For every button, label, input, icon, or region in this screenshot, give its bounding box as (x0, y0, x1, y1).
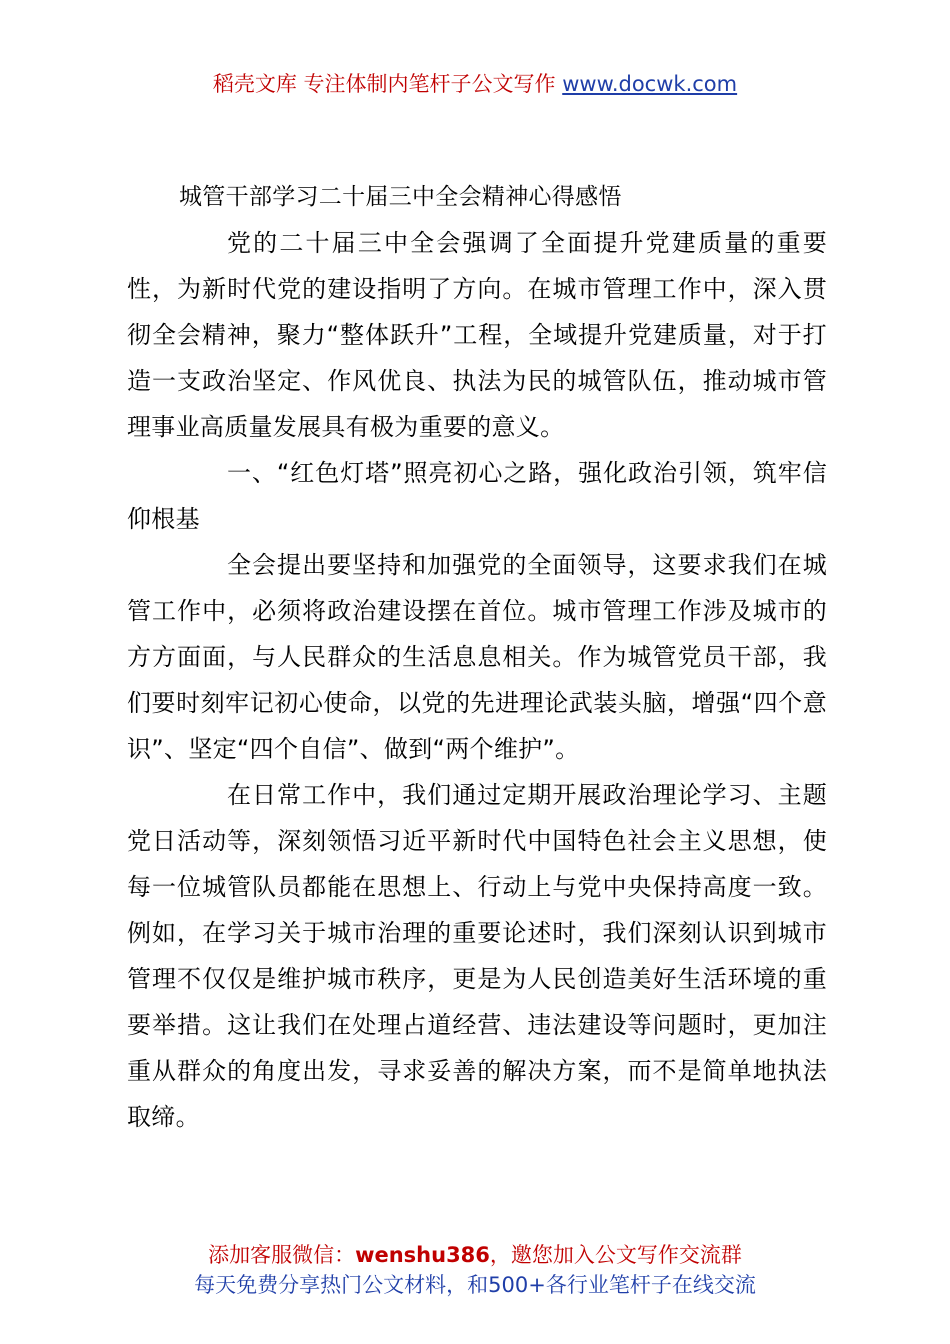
footer-promo-line: 每天免费分享热门公文材料，和500+各行业笔杆子在线交流 (194, 1273, 756, 1297)
footer-contact-suffix: ，邀您加入公文写作交流群 (489, 1243, 742, 1267)
document-title: 城管干部学习二十届三中全会精神心得感悟 (179, 184, 622, 210)
page-header (0, 68, 950, 100)
page-footer (0, 1240, 950, 1300)
header-slogan: 稻壳文库 专注体制内笔杆子公文写作 (212, 72, 563, 96)
header-website-link[interactable]: www.docwk.com (562, 72, 738, 96)
paragraph-intro: 党的二十届三中全会强调了全面提升党建质量的重要性，为新时代党的建设指明了方向。在城市管理工作中，深入贯彻全会精神，聚力“整体跃升”工程，全域提升党建质量，对于打造一支政治坚定、作风优良、执法为民的城管队伍，推动城市管理事业高质量发展具有极为重要的意义。 (127, 229, 827, 441)
footer-contact-prefix: 添加客服微信： (208, 1243, 356, 1267)
section-heading-1: 一、“红色灯塔”照亮初心之路，强化政治引领，筑牢信仰根基 (127, 459, 827, 533)
paragraph-3: 在日常工作中，我们通过定期开展政治理论学习、主题党日活动等，深刻领悟习近平新时代中国特色社会主义思想，使每一位城管队员都能在思想上、行动上与党中央保持高度一致。例如，在学习关于城市治理的重要论述时，我们深刻认识到城市管理不仅仅是维护城市秩序，更是为人民创造美好生活环境的重要举措。这让我们在处理占道经营、违法建设等问题时，更加注重从群众的角度出发，寻求妥善的解决方案，而不是简单地执法取缔。 (127, 781, 827, 1131)
document-body (127, 174, 827, 1140)
footer-wechat-id: wenshu386 (355, 1243, 490, 1267)
paragraph-2: 全会提出要坚持和加强党的全面领导，这要求我们在城管工作中，必须将政治建设摆在首位。城市管理工作涉及城市的方方面面，与人民群众的生活息息相关。作为城管党员干部，我们要时刻牢记初心使命，以党的先进理论武装头脑，增强“四个意识”、坚定“四个自信”、做到“两个维护”。 (127, 551, 827, 763)
footer-contact-line (0, 1240, 950, 1270)
